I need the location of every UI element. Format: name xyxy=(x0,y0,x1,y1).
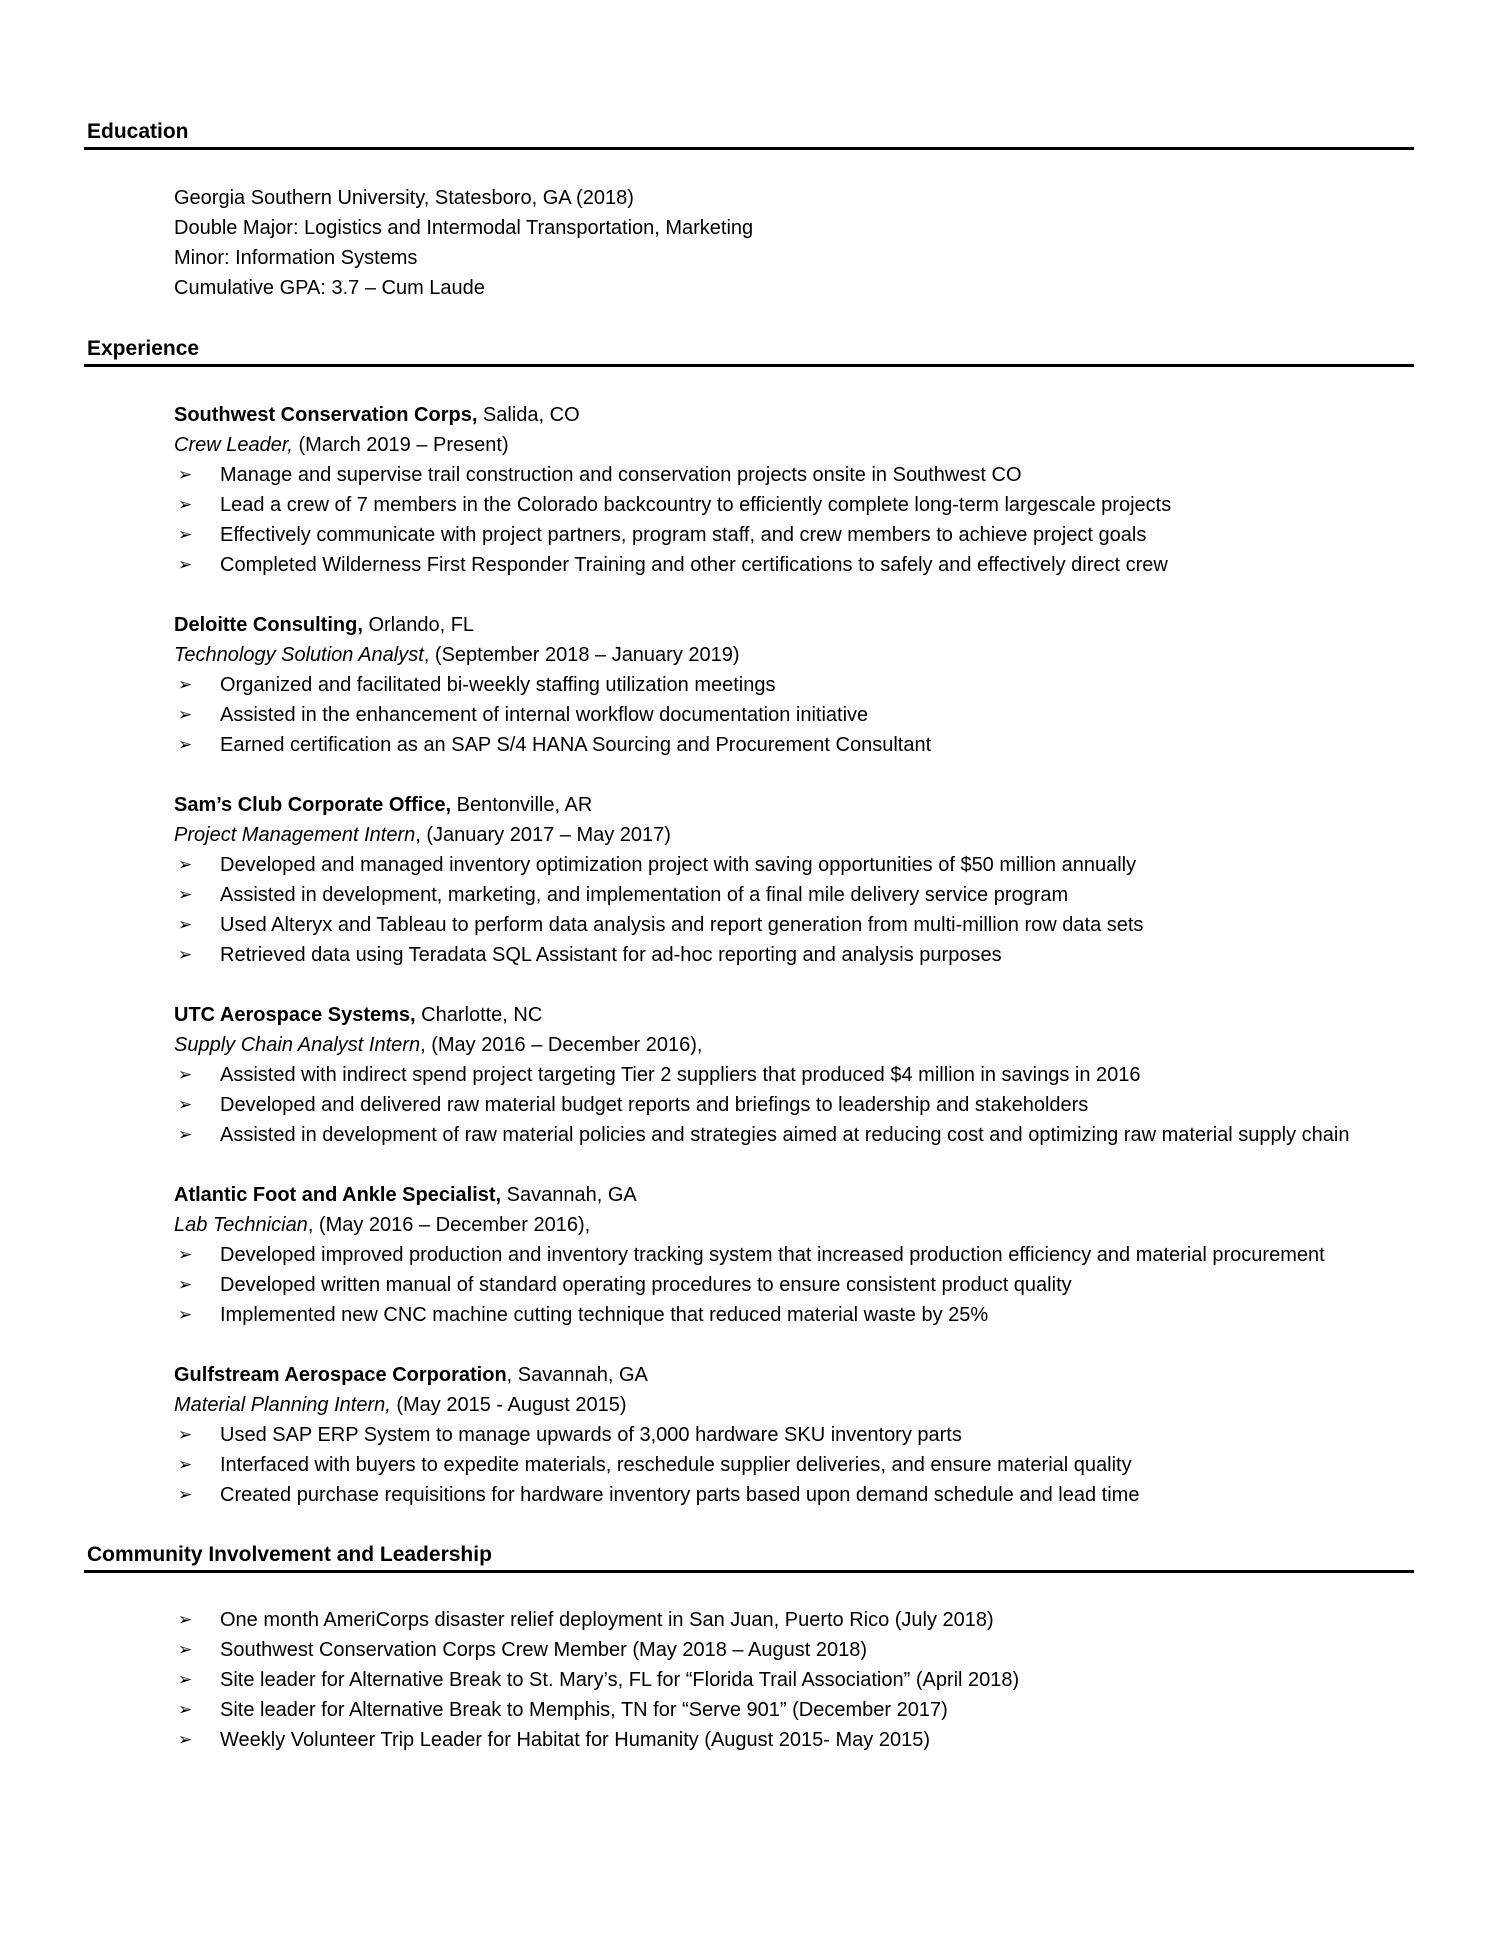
bullet-item xyxy=(132,1060,1500,1090)
community-bullets xyxy=(0,1605,1500,1755)
bullet-item xyxy=(132,520,1500,550)
bullet-item xyxy=(132,550,1500,580)
arrow-bullet-icon: ➢ xyxy=(178,675,193,695)
job-dates: (March 2019 – Present) xyxy=(292,434,509,456)
job-entry xyxy=(174,1000,1500,1150)
arrow-bullet-icon: ➢ xyxy=(178,1640,193,1660)
bullet-item xyxy=(132,670,1500,700)
bullet-text: Site leader for Alternative Break to St. Mary’s, FL for “Florida Trail Association” (April 2018) xyxy=(220,1669,1020,1691)
arrow-bullet-icon: ➢ xyxy=(178,1095,193,1115)
job-location: Charlotte, NC xyxy=(415,1004,543,1026)
job-location: Savannah, GA xyxy=(501,1184,637,1206)
arrow-bullet-icon: ➢ xyxy=(178,1275,193,1295)
job-title-line xyxy=(174,1210,1500,1240)
arrow-bullet-icon: ➢ xyxy=(178,735,193,755)
bullet-text: Site leader for Alternative Break to Memphis, TN for “Serve 901” (December 2017) xyxy=(220,1699,948,1721)
job-company-line xyxy=(174,610,1500,640)
bullet-text: Southwest Conservation Corps Crew Member (May 2018 – August 2018) xyxy=(220,1639,867,1661)
experience-list xyxy=(174,400,1500,1510)
job-entry xyxy=(174,1360,1500,1510)
arrow-bullet-icon: ➢ xyxy=(178,1610,193,1630)
job-title-line xyxy=(174,640,1500,670)
job-dates: , (September 2018 – January 2019) xyxy=(423,644,740,666)
bullet-item xyxy=(132,940,1500,970)
bullet-text: Organized and facilitated bi-weekly staffing utilization meetings xyxy=(220,674,776,696)
arrow-bullet-icon: ➢ xyxy=(178,495,193,515)
bullet-text: Created purchase requisitions for hardware inventory parts based upon demand schedule and lead time xyxy=(220,1484,1140,1506)
bullet-text: Developed and managed inventory optimization project with saving opportunities of $50 million annually xyxy=(220,854,1137,876)
job-company-line xyxy=(174,400,1500,430)
bullet-text: Retrieved data using Teradata SQL Assistant for ad-hoc reporting and analysis purposes xyxy=(220,944,1002,966)
job-location: Bentonville, AR xyxy=(451,794,593,816)
job-company-line xyxy=(174,1000,1500,1030)
bullet-item xyxy=(132,1240,1500,1270)
job-company-line xyxy=(174,1360,1500,1390)
arrow-bullet-icon: ➢ xyxy=(178,555,193,575)
bullet-item xyxy=(132,1270,1500,1300)
job-title-line xyxy=(174,430,1500,460)
arrow-bullet-icon: ➢ xyxy=(178,1245,193,1265)
education-gpa: Cumulative GPA: 3.7 – Cum Laude xyxy=(174,277,485,299)
job-location: , Savannah, GA xyxy=(506,1364,648,1386)
bullet-item xyxy=(132,460,1500,490)
bullet-item xyxy=(132,1450,1500,1480)
bullet-text: Implemented new CNC machine cutting technique that reduced material waste by 25% xyxy=(220,1304,989,1326)
job-dates: , (January 2017 – May 2017) xyxy=(415,824,671,846)
bullet-text: Interfaced with buyers to expedite materials, reschedule supplier deliveries, and ensure material quality xyxy=(220,1454,1132,1476)
community-heading: Community Involvement and Leadership xyxy=(84,1540,1414,1573)
bullet-item xyxy=(132,1120,1500,1150)
job-entry xyxy=(174,790,1500,970)
bullet-text: Assisted with indirect spend project targeting Tier 2 suppliers that produced $4 million in savings in 2016 xyxy=(220,1064,1141,1086)
job-title: Technology Solution Analyst xyxy=(174,644,424,666)
bullet-item xyxy=(132,730,1500,760)
arrow-bullet-icon: ➢ xyxy=(178,945,193,965)
bullet-item xyxy=(132,700,1500,730)
bullet-text: Completed Wilderness First Responder Training and other certifications to safely and effectively direct crew xyxy=(220,554,1168,576)
job-bullets xyxy=(0,670,1500,760)
job-company: Deloitte Consulting, xyxy=(174,614,363,636)
bullet-item xyxy=(132,1480,1500,1510)
job-entry xyxy=(174,1180,1500,1330)
job-company-line xyxy=(174,1180,1500,1210)
bullet-text: Assisted in development of raw material policies and strategies aimed at reducing cost and optimizing raw material supply chain xyxy=(220,1124,1350,1146)
bullet-item xyxy=(132,910,1500,940)
bullet-item xyxy=(132,1695,1500,1725)
arrow-bullet-icon: ➢ xyxy=(178,885,193,905)
job-entry xyxy=(174,610,1500,760)
job-title-line xyxy=(174,1390,1500,1420)
bullet-item xyxy=(132,1665,1500,1695)
arrow-bullet-icon: ➢ xyxy=(178,915,193,935)
job-dates: , (May 2016 – December 2016), xyxy=(307,1214,591,1236)
bullet-item xyxy=(132,490,1500,520)
bullet-text: Developed and delivered raw material budget reports and briefings to leadership and stakeholders xyxy=(220,1094,1089,1116)
bullet-text: Used SAP ERP System to manage upwards of 3,000 hardware SKU inventory parts xyxy=(220,1424,962,1446)
job-title: Supply Chain Analyst Intern xyxy=(174,1034,421,1056)
arrow-bullet-icon: ➢ xyxy=(178,1125,193,1145)
bullet-text: Earned certification as an SAP S/4 HANA Sourcing and Procurement Consultant xyxy=(220,734,932,756)
job-bullets xyxy=(0,1420,1500,1510)
job-title-line xyxy=(174,820,1500,850)
job-company: Gulfstream Aerospace Corporation xyxy=(174,1364,507,1386)
bullet-text: Developed improved production and inventory tracking system that increased production efficiency and material procurement xyxy=(220,1244,1325,1266)
experience-heading: Experience xyxy=(84,334,1414,367)
education-major: Double Major: Logistics and Intermodal Transportation, Marketing xyxy=(174,217,754,239)
arrow-bullet-icon: ➢ xyxy=(178,1425,193,1445)
bullet-text: Developed written manual of standard operating procedures to ensure consistent product quality xyxy=(220,1274,1072,1296)
arrow-bullet-icon: ➢ xyxy=(178,1670,193,1690)
education-minor: Minor: Information Systems xyxy=(174,247,418,269)
arrow-bullet-icon: ➢ xyxy=(178,1485,193,1505)
job-title: Lab Technician xyxy=(174,1214,308,1236)
bullet-text: Assisted in development, marketing, and implementation of a final mile delivery service program xyxy=(220,884,1069,906)
job-entry xyxy=(174,400,1500,580)
arrow-bullet-icon: ➢ xyxy=(178,1305,193,1325)
bullet-item xyxy=(132,1420,1500,1450)
job-location: Orlando, FL xyxy=(362,614,475,636)
bullet-text: Manage and supervise trail construction and conservation projects onsite in Southwest CO xyxy=(220,464,1022,486)
bullet-item xyxy=(132,1090,1500,1120)
job-bullets xyxy=(0,1240,1500,1330)
job-company: Southwest Conservation Corps, xyxy=(174,404,478,426)
education-heading: Education xyxy=(84,117,1414,150)
arrow-bullet-icon: ➢ xyxy=(178,855,193,875)
job-title: Material Planning Intern, xyxy=(174,1394,391,1416)
bullet-text: Assisted in the enhancement of internal workflow documentation initiative xyxy=(220,704,869,726)
job-location: Salida, CO xyxy=(477,404,580,426)
bullet-item xyxy=(132,1635,1500,1665)
bullet-item xyxy=(132,1300,1500,1330)
arrow-bullet-icon: ➢ xyxy=(178,705,193,725)
education-block xyxy=(174,183,1500,303)
arrow-bullet-icon: ➢ xyxy=(178,1700,193,1720)
bullet-text: Effectively communicate with project partners, program staff, and crew members to achieve project goals xyxy=(220,524,1147,546)
bullet-item xyxy=(132,850,1500,880)
job-company: UTC Aerospace Systems, xyxy=(174,1004,416,1026)
bullet-text: Used Alteryx and Tableau to perform data analysis and report generation from multi-million row data sets xyxy=(220,914,1144,936)
job-bullets xyxy=(0,460,1500,580)
job-title: Crew Leader, xyxy=(174,434,293,456)
bullet-text: Lead a crew of 7 members in the Colorado backcountry to efficiently complete long-term largescale projects xyxy=(220,494,1172,516)
bullet-item xyxy=(132,1725,1500,1755)
bullet-item xyxy=(132,1605,1500,1635)
community-block xyxy=(174,1605,1500,1755)
education-school: Georgia Southern University, Statesboro, GA (2018) xyxy=(174,187,634,209)
bullet-item xyxy=(132,880,1500,910)
bullet-text: One month AmeriCorps disaster relief deployment in San Juan, Puerto Rico (July 2018) xyxy=(220,1609,994,1631)
job-dates: (May 2015 - August 2015) xyxy=(390,1394,627,1416)
job-title-line xyxy=(174,1030,1500,1060)
job-company: Atlantic Foot and Ankle Specialist, xyxy=(174,1184,502,1206)
arrow-bullet-icon: ➢ xyxy=(178,1065,193,1085)
job-bullets xyxy=(0,1060,1500,1150)
job-dates: , (May 2016 – December 2016), xyxy=(420,1034,703,1056)
arrow-bullet-icon: ➢ xyxy=(178,1455,193,1475)
arrow-bullet-icon: ➢ xyxy=(178,465,193,485)
arrow-bullet-icon: ➢ xyxy=(178,1730,193,1750)
job-title: Project Management Intern xyxy=(174,824,416,846)
arrow-bullet-icon: ➢ xyxy=(178,525,193,545)
job-company-line xyxy=(174,790,1500,820)
job-bullets xyxy=(0,850,1500,970)
job-company: Sam’s Club Corporate Office, xyxy=(174,794,452,816)
bullet-text: Weekly Volunteer Trip Leader for Habitat for Humanity (August 2015- May 2015) xyxy=(220,1729,930,1751)
